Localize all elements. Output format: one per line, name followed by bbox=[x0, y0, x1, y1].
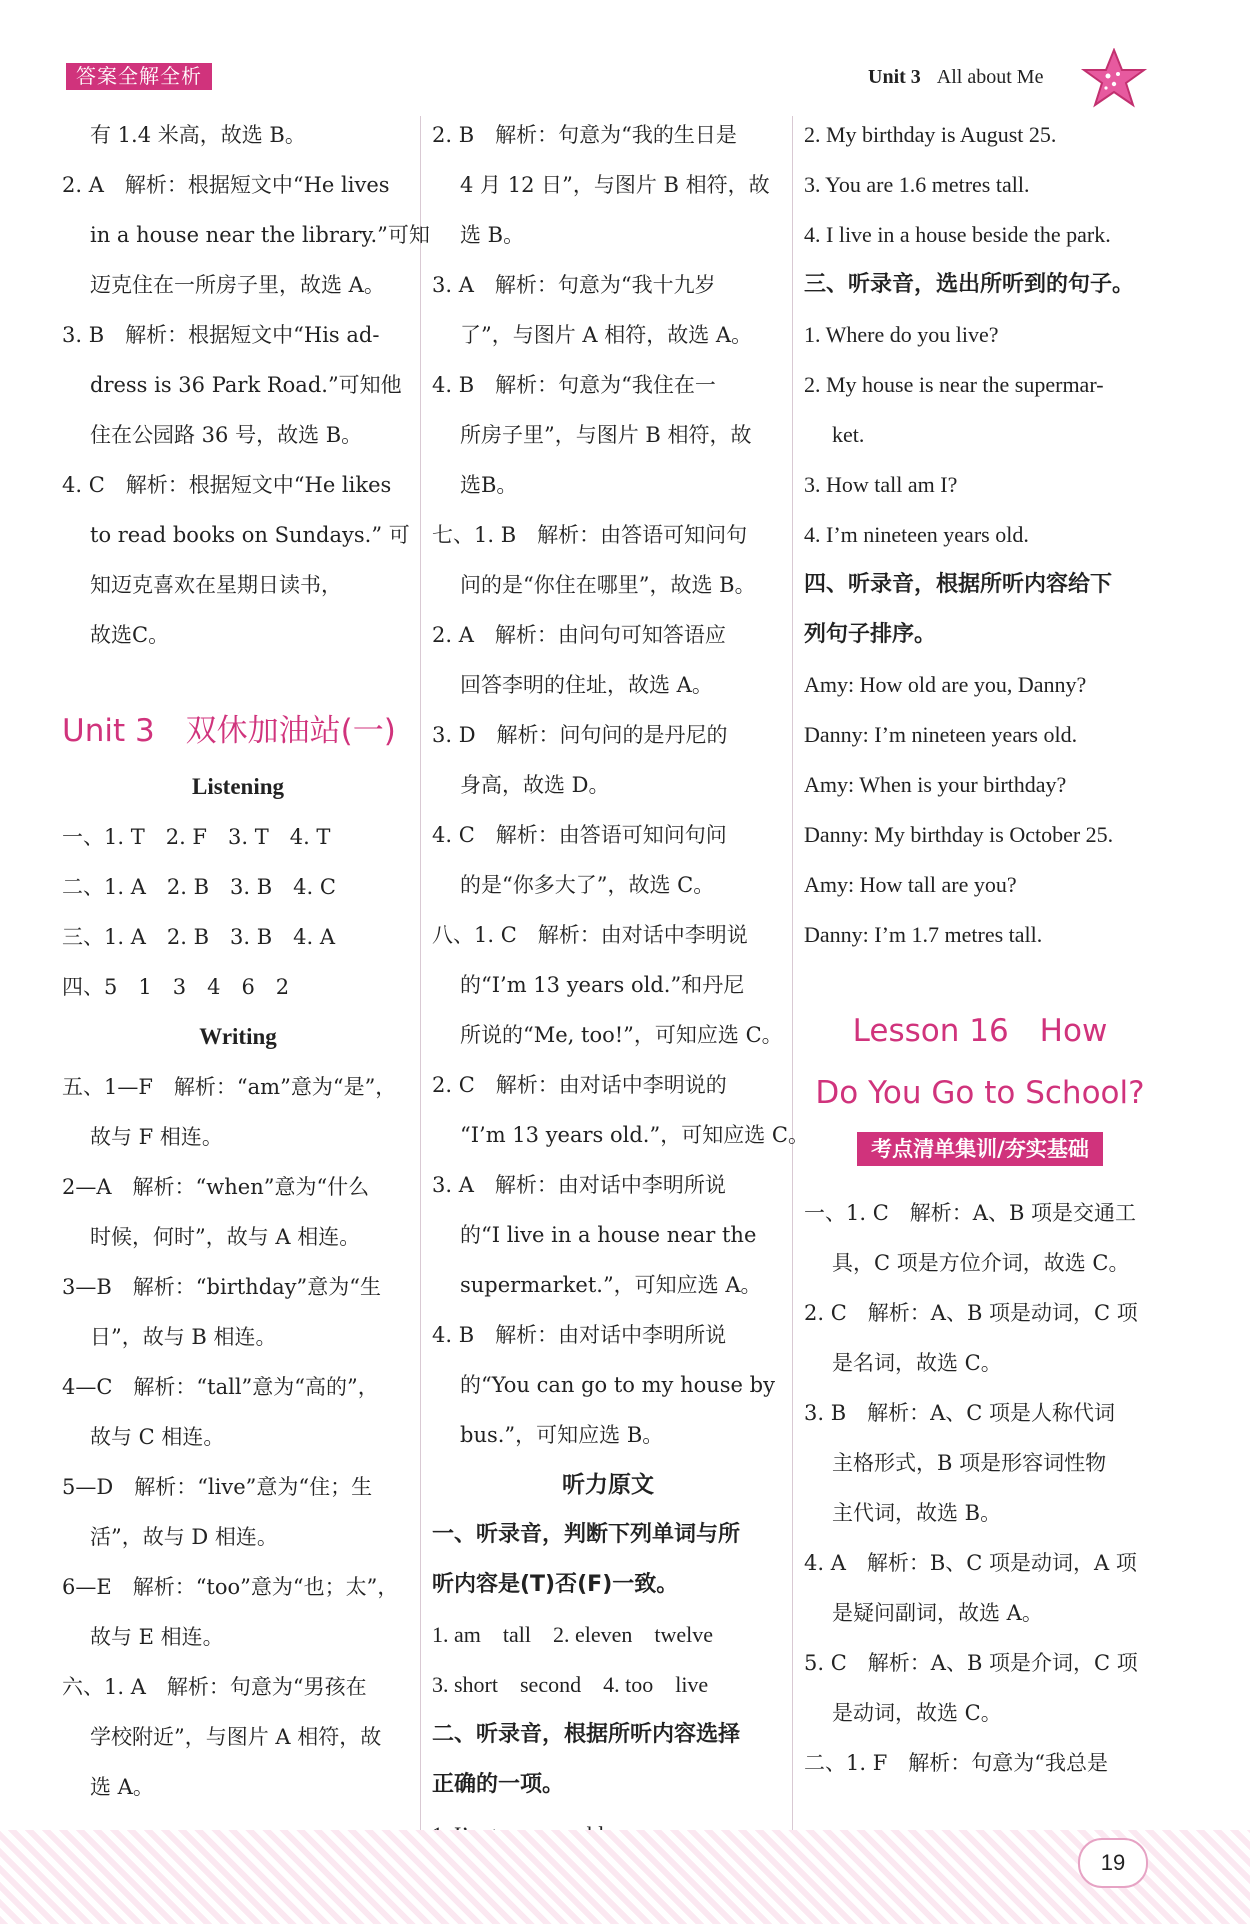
question-heading: 听内容是(T)否(F)一致。 bbox=[432, 1572, 679, 1597]
text-line: 4. A 解析：B、C 项是动词，A 项 bbox=[804, 1551, 1137, 1575]
text-line: 选 B。 bbox=[460, 223, 525, 247]
question-heading: 三、听录音，选出所听到的句子。 bbox=[804, 272, 1135, 297]
text-line: dress is 36 Park Road.”可知他 bbox=[90, 373, 402, 397]
text-line: 6—E 解析：“too”意为“也；太”， bbox=[62, 1575, 399, 1599]
text-line: 3. B 解析：根据短文中“His ad- bbox=[62, 323, 380, 347]
subsection-title: Writing bbox=[199, 1024, 277, 1049]
text-line: 学校附近”，与图片 A 相符，故 bbox=[90, 1725, 382, 1749]
text-line: 有 1.4 米高，故选 B。 bbox=[90, 123, 306, 147]
text-line: 3. You are 1.6 metres tall. bbox=[804, 172, 1030, 197]
text-line: 2. My birthday is August 25. bbox=[804, 122, 1057, 147]
text-line: 1. am tall 2. eleven twelve bbox=[432, 1622, 714, 1647]
text-line: 所说的“Me, too!”，可知应选 C。 bbox=[460, 1023, 783, 1047]
dialogue-line: Amy: How tall are you? bbox=[804, 872, 1017, 897]
unit-title: All about Me bbox=[936, 66, 1044, 88]
text-line: ket. bbox=[832, 422, 865, 447]
text-line: 六、1. A 解析：句意为“男孩在 bbox=[62, 1675, 367, 1699]
text-line: 迈克住在一所房子里，故选 A。 bbox=[90, 273, 385, 297]
question-heading: 四、听录音，根据所听内容给下 bbox=[804, 572, 1113, 597]
text-line: 的是“你多大了”，故选 C。 bbox=[460, 873, 715, 897]
column-right bbox=[804, 110, 1156, 1788]
lesson-heading-line2: Do You Go to School? bbox=[815, 1075, 1145, 1111]
text-line: 故与 C 相连。 bbox=[90, 1425, 225, 1449]
text-line: 故选C。 bbox=[90, 623, 170, 647]
page-header bbox=[0, 0, 1250, 110]
dialogue-line: Amy: How old are you, Danny? bbox=[804, 672, 1087, 697]
text-line: 知迈克喜欢在星期日读书， bbox=[90, 573, 342, 597]
answer-line: 四、5 1 3 4 6 2 bbox=[62, 975, 290, 999]
text-line: 住在公园路 36 号，故选 B。 bbox=[90, 423, 363, 447]
text-line: 2. A 解析：根据短文中“He lives bbox=[62, 173, 390, 197]
text-line: 是名词，故选 C。 bbox=[832, 1351, 1002, 1375]
text-line: 4—C 解析：“tall”意为“高的”， bbox=[62, 1375, 379, 1399]
lesson-heading-line1: Lesson 16 How bbox=[852, 1013, 1108, 1049]
text-line: 了”，与图片 A 相符，故选 A。 bbox=[460, 323, 753, 347]
text-line: 4. I’m nineteen years old. bbox=[804, 522, 1029, 547]
text-line: 4. B 解析：句意为“我住在一 bbox=[432, 373, 716, 397]
dialogue-line: Danny: I’m 1.7 metres tall. bbox=[804, 922, 1043, 947]
text-line: 身高，故选 D。 bbox=[460, 773, 610, 797]
text-line: 日”，故与 B 相连。 bbox=[90, 1325, 277, 1349]
text-line: 选B。 bbox=[460, 473, 518, 497]
text-line: 的“I live in a house near the bbox=[460, 1223, 757, 1247]
text-line: 选 A。 bbox=[90, 1775, 154, 1799]
page-footer bbox=[0, 1830, 1250, 1924]
text-line: 3. A 解析：由对话中李明所说 bbox=[432, 1173, 726, 1197]
text-line: 主格形式，B 项是形容词性物 bbox=[832, 1451, 1107, 1475]
text-line: 1. Where do you live? bbox=[804, 322, 999, 347]
text-line: 时候，何时”，故与 A 相连。 bbox=[90, 1225, 361, 1249]
unit-number: Unit 3 bbox=[868, 66, 921, 88]
text-line: 二、1. F 解析：句意为“我总是 bbox=[804, 1751, 1109, 1775]
text-line: 所房子里”，与图片 B 相符，故 bbox=[460, 423, 752, 447]
text-line: 4. C 解析：由答语可知问句问 bbox=[432, 823, 727, 847]
text-line: 5—D 解析：“live”意为“住；生 bbox=[62, 1475, 373, 1499]
text-line: 五、1—F 解析：“am”意为“是”， bbox=[62, 1075, 397, 1099]
text-line: 3. B 解析：A、C 项是人称代词 bbox=[804, 1401, 1116, 1425]
text-line: 4. I live in a house beside the park. bbox=[804, 222, 1111, 247]
text-line: 八、1. C 解析：由对话中李明说 bbox=[432, 923, 748, 947]
text-line: 3—B 解析：“birthday”意为“生 bbox=[62, 1275, 381, 1299]
text-line: 故与 F 相连。 bbox=[90, 1125, 223, 1149]
dialogue-line: Danny: My birthday is October 25. bbox=[804, 822, 1114, 847]
text-line: 主代词，故选 B。 bbox=[832, 1501, 1002, 1525]
question-heading: 列句子排序。 bbox=[804, 622, 937, 647]
text-line: 3. How tall am I? bbox=[804, 472, 958, 497]
question-heading: 二、听录音，根据所听内容选择 bbox=[432, 1722, 741, 1747]
banner-wrap bbox=[804, 1124, 1156, 1188]
answer-line: 一、1. T 2. F 3. T 4. T bbox=[62, 825, 331, 849]
spacer bbox=[804, 960, 1156, 1000]
text-line: 4. B 解析：由对话中李明所说 bbox=[432, 1323, 727, 1347]
text-line: 2. My house is near the supermar- bbox=[804, 372, 1104, 397]
text-line: 4 月 12 日”，与图片 B 相符，故 bbox=[460, 173, 770, 197]
column-divider bbox=[792, 116, 793, 1832]
subsection-title: Listening bbox=[191, 774, 285, 799]
page-number: 19 bbox=[1078, 1838, 1148, 1888]
column-divider bbox=[420, 116, 421, 1832]
dialogue-line: Danny: I’m nineteen years old. bbox=[804, 722, 1078, 747]
text-line: 问的是“你住在哪里”，故选 B。 bbox=[460, 573, 756, 597]
text-line: 活”，故与 D 相连。 bbox=[90, 1525, 278, 1549]
subsection-title: 听力原文 bbox=[562, 1472, 654, 1497]
text-line: 2—A 解析：“when”意为“什么 bbox=[62, 1175, 370, 1199]
answer-line: 二、1. A 2. B 3. B 4. C bbox=[62, 875, 336, 899]
text-line: 故与 E 相连。 bbox=[90, 1625, 224, 1649]
text-line: 3. D 解析：问句问的是丹尼的 bbox=[432, 723, 728, 747]
column-left bbox=[62, 110, 430, 1812]
text-line: “I’m 13 years old.”，可知应选 C。 bbox=[460, 1123, 809, 1147]
text-line: 七、1. B 解析：由答语可知问句 bbox=[432, 523, 748, 547]
text-line: 回答李明的住址，故选 A。 bbox=[460, 673, 713, 697]
text-line: in a house near the library.”可知 bbox=[90, 223, 430, 247]
dialogue-line: Amy: When is your birthday? bbox=[804, 772, 1067, 797]
text-line: 是动词，故选 C。 bbox=[832, 1701, 1002, 1725]
text-line: 3. A 解析：句意为“我十九岁 bbox=[432, 273, 716, 297]
text-line: 2. A 解析：由问句可知答语应 bbox=[432, 623, 726, 647]
spacer bbox=[62, 660, 414, 700]
text-line: to read books on Sundays.” 可 bbox=[90, 523, 410, 547]
unit-label bbox=[868, 66, 1043, 89]
text-line: 的“I’m 13 years old.”和丹尼 bbox=[460, 973, 745, 997]
text-line: 4. C 解析：根据短文中“He likes bbox=[62, 473, 392, 497]
text-line: 5. C 解析：A、B 项是介词，C 项 bbox=[804, 1651, 1138, 1675]
text-line: 的“You can go to my house by bbox=[460, 1373, 775, 1397]
column-middle bbox=[432, 110, 809, 1860]
question-heading: 一、听录音，判断下列单词与所 bbox=[432, 1522, 741, 1547]
section-banner: 考点清单集训/夯实基础 bbox=[857, 1132, 1103, 1166]
section-heading: Unit 3 双休加油站(一) bbox=[62, 713, 396, 749]
text-line: 2. C 解析：A、B 项是动词，C 项 bbox=[804, 1301, 1138, 1325]
text-line: 2. B 解析：句意为“我的生日是 bbox=[432, 123, 737, 147]
text-line: 是疑问副词，故选 A。 bbox=[832, 1601, 1043, 1625]
text-line: bus.”，可知应选 B。 bbox=[460, 1423, 664, 1447]
question-heading: 正确的一项。 bbox=[432, 1772, 565, 1797]
star-icon bbox=[1078, 48, 1148, 110]
text-line: supermarket.”，可知应选 A。 bbox=[460, 1273, 762, 1297]
answer-line: 三、1. A 2. B 3. B 4. A bbox=[62, 925, 336, 949]
text-line: 一、1. C 解析：A、B 项是交通工 bbox=[804, 1201, 1137, 1225]
text-line: 2. C 解析：由对话中李明说的 bbox=[432, 1073, 727, 1097]
text-line: 3. short second 4. too live bbox=[432, 1672, 709, 1697]
answer-analysis-tag: 答案全解全析 bbox=[66, 63, 212, 90]
text-line: 具，C 项是方位介词，故选 C。 bbox=[832, 1251, 1130, 1275]
